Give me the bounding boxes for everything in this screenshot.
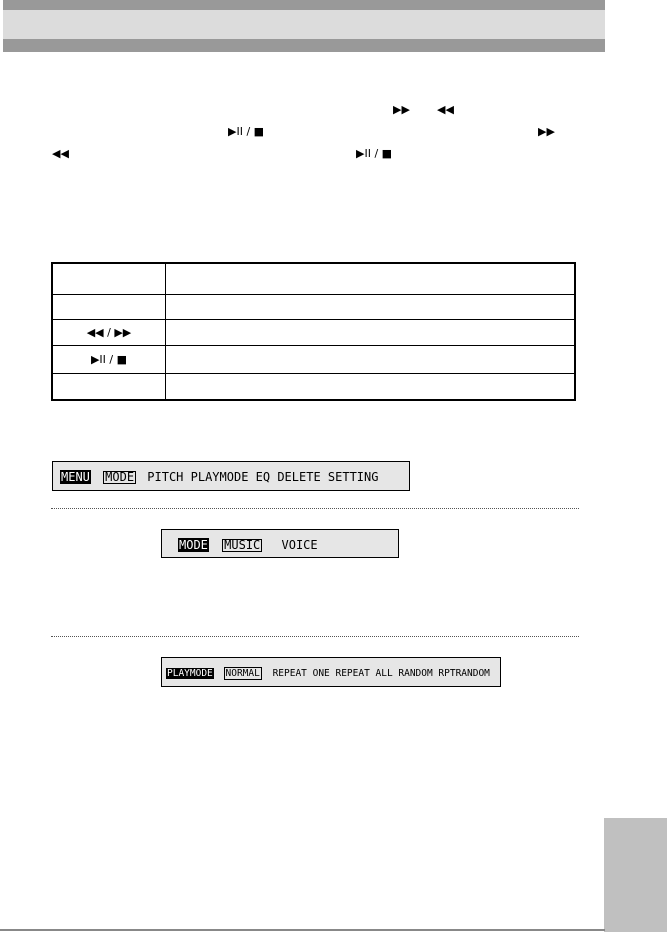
menu-highlight-label: MENU [61,470,90,484]
dotted-divider [51,636,579,637]
playmode-highlight-label: PLAYMODE [167,668,213,679]
menu-selected-item: MODE [105,470,135,484]
play-pause-stop-icon: ▶II / ■ [228,125,265,138]
side-tab [604,818,667,932]
menu-items: PITCH PLAYMODE EQ DELETE SETTING [147,470,379,484]
playmode-selected-item: NORMAL [225,668,260,679]
menu-lcd-screen [52,461,410,491]
bottom-rule [0,929,605,931]
fast-forward-icon: ▶▶ [393,103,410,116]
play-pause-stop-icon: ▶II / ■ [90,353,128,366]
dotted-divider [51,508,579,509]
table-row [53,294,574,319]
mode-highlight-label: MODE [179,538,208,552]
header-bar-bottom [3,39,605,52]
rewind-forward-icon: ◀◀ / ▶▶ [86,326,132,339]
mode-lcd-screen [161,529,399,558]
table-row [53,345,574,373]
table-row [53,319,574,345]
controls-table [51,262,576,401]
header-bar [3,0,605,52]
playmode-lcd-screen [161,657,501,687]
play-pause-stop-icon: ▶II / ■ [356,147,393,160]
header-bar-top [3,0,605,10]
fast-forward-icon: ▶▶ [538,125,555,138]
rewind-icon: ◀◀ [437,103,454,116]
table-row [53,373,574,399]
rewind-icon: ◀◀ [52,147,69,160]
mode-selected-item: MUSIC [224,538,261,552]
mode-items: VOICE [281,538,318,552]
header-bar-middle [3,10,605,39]
playmode-items: REPEAT ONE REPEAT ALL RANDOM RPTRANDOM [272,668,490,679]
